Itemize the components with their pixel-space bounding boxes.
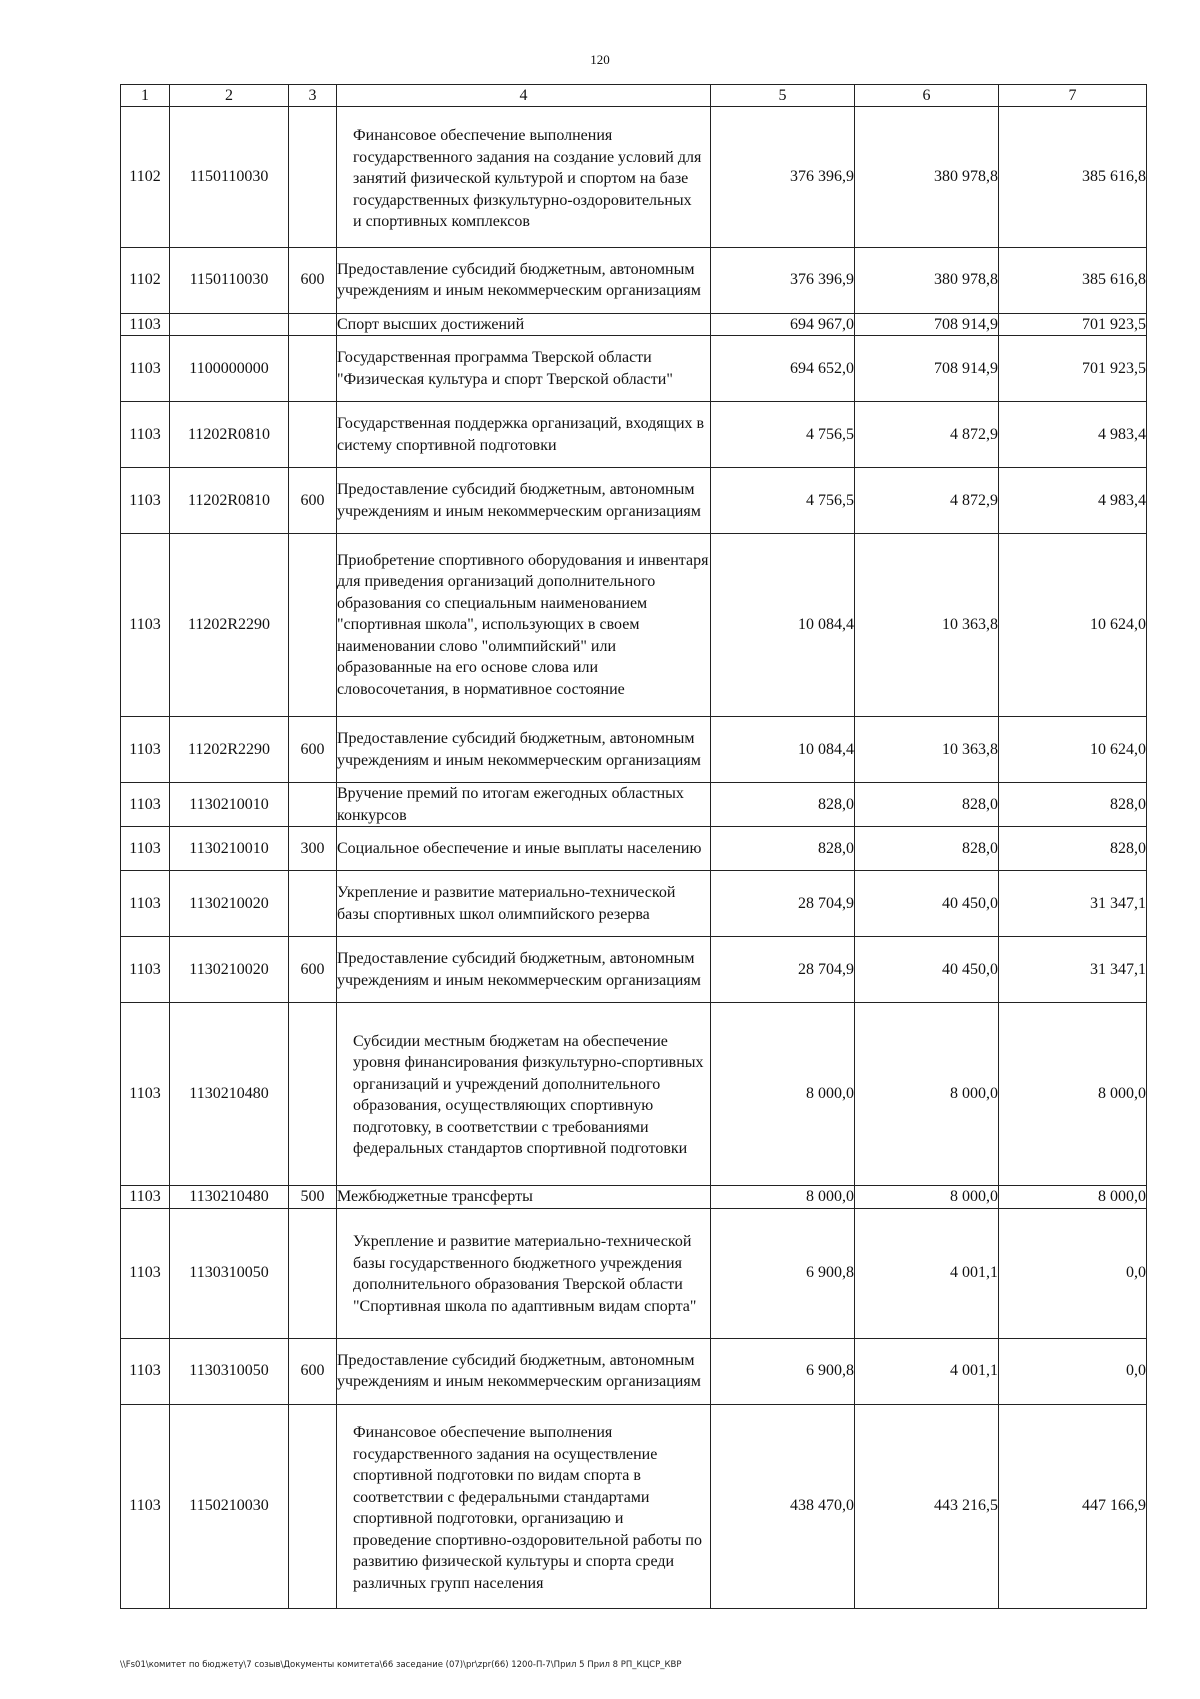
amount-col6-cell: 708 914,9 — [855, 313, 999, 336]
amount-col7-cell: 447 166,9 — [999, 1404, 1147, 1608]
amount-col5-cell: 828,0 — [711, 827, 855, 871]
section-cell: 1103 — [121, 336, 170, 402]
amount-col6-cell: 4 872,9 — [855, 468, 999, 534]
amount-col5-cell: 4 756,5 — [711, 468, 855, 534]
table-row — [121, 534, 1147, 717]
description-cell: Финансовое обеспечение выполнения государственного задания на осуществление спортивной подготовки по видам спорта в соответствии с федеральными стандартами спортивной подготовки, организацию и проведение спортивно-оздоровительной работы по развитию физической культуры и спорта среди различных групп населения — [337, 1404, 711, 1608]
amount-col6-cell: 828,0 — [855, 827, 999, 871]
amount-col6-cell: 443 216,5 — [855, 1404, 999, 1608]
section-cell: 1103 — [121, 1338, 170, 1404]
column-header: 5 — [711, 85, 855, 107]
table-row — [121, 783, 1147, 827]
code-cell: 1130210020 — [170, 937, 289, 1003]
description-cell: Финансовое обеспечение выполнения государственного задания на создание условий для занятий физической культурой и спортом на базе государственных физкультурно-оздоровительных и спортивных комплексов — [337, 107, 711, 248]
amount-col5-cell: 6 900,8 — [711, 1338, 855, 1404]
section-cell: 1103 — [121, 1404, 170, 1608]
code-cell — [170, 313, 289, 336]
amount-col5-cell: 28 704,9 — [711, 937, 855, 1003]
table-row — [121, 247, 1147, 313]
table-row — [121, 1404, 1147, 1608]
amount-col6-cell: 380 978,8 — [855, 107, 999, 248]
amount-col6-cell: 4 001,1 — [855, 1338, 999, 1404]
code-cell: 1130210480 — [170, 1003, 289, 1186]
amount-col6-cell: 380 978,8 — [855, 247, 999, 313]
table-row — [121, 827, 1147, 871]
code-cell: 1130310050 — [170, 1208, 289, 1338]
section-cell: 1103 — [121, 717, 170, 783]
description-cell: Укрепление и развитие материально-технической базы государственного бюджетного учреждения дополнительного образования Тверской области "Спортивная школа по адаптивным видам спорта" — [337, 1208, 711, 1338]
section-cell: 1102 — [121, 247, 170, 313]
expense-type-cell — [289, 534, 337, 717]
amount-col6-cell: 828,0 — [855, 783, 999, 827]
expense-type-cell — [289, 402, 337, 468]
table-row — [121, 717, 1147, 783]
amount-col7-cell: 0,0 — [999, 1208, 1147, 1338]
section-cell: 1103 — [121, 402, 170, 468]
amount-col7-cell: 4 983,4 — [999, 468, 1147, 534]
description-cell: Укрепление и развитие материально-технической базы спортивных школ олимпийского резерва — [337, 871, 711, 937]
column-header: 4 — [337, 85, 711, 107]
table-row — [121, 468, 1147, 534]
section-cell: 1102 — [121, 107, 170, 248]
code-cell: 11202R2290 — [170, 717, 289, 783]
section-cell: 1103 — [121, 871, 170, 937]
amount-col7-cell: 701 923,5 — [999, 313, 1147, 336]
code-cell: 1150210030 — [170, 1404, 289, 1608]
description-cell: Предоставление субсидий бюджетным, автономным учреждениям и иным некоммерческим организациям — [337, 468, 711, 534]
column-header: 2 — [170, 85, 289, 107]
table-row — [121, 871, 1147, 937]
expense-type-cell: 600 — [289, 1338, 337, 1404]
section-cell: 1103 — [121, 783, 170, 827]
description-cell: Предоставление субсидий бюджетным, автономным учреждениям и иным некоммерческим организациям — [337, 717, 711, 783]
expense-type-cell — [289, 871, 337, 937]
code-cell: 1130210010 — [170, 783, 289, 827]
section-cell: 1103 — [121, 827, 170, 871]
section-cell: 1103 — [121, 937, 170, 1003]
amount-col6-cell: 4 001,1 — [855, 1208, 999, 1338]
amount-col5-cell: 694 652,0 — [711, 336, 855, 402]
header-row — [121, 85, 1147, 107]
amount-col7-cell: 10 624,0 — [999, 534, 1147, 717]
code-cell: 1130310050 — [170, 1338, 289, 1404]
code-cell: 1100000000 — [170, 336, 289, 402]
amount-col7-cell: 4 983,4 — [999, 402, 1147, 468]
section-cell: 1103 — [121, 313, 170, 336]
table-row — [121, 937, 1147, 1003]
code-cell: 11202R2290 — [170, 534, 289, 717]
description-cell: Предоставление субсидий бюджетным, автономным учреждениям и иным некоммерческим организациям — [337, 1338, 711, 1404]
code-cell: 1130210480 — [170, 1186, 289, 1209]
section-cell: 1103 — [121, 1003, 170, 1186]
amount-col5-cell: 28 704,9 — [711, 871, 855, 937]
amount-col6-cell: 708 914,9 — [855, 336, 999, 402]
amount-col5-cell: 4 756,5 — [711, 402, 855, 468]
table-row — [121, 1186, 1147, 1209]
expense-type-cell — [289, 313, 337, 336]
amount-col7-cell: 31 347,1 — [999, 871, 1147, 937]
amount-col7-cell: 701 923,5 — [999, 336, 1147, 402]
table-row — [121, 313, 1147, 336]
amount-col7-cell: 385 616,8 — [999, 107, 1147, 248]
expense-type-cell — [289, 783, 337, 827]
amount-col6-cell: 4 872,9 — [855, 402, 999, 468]
expense-type-cell — [289, 1003, 337, 1186]
amount-col6-cell: 8 000,0 — [855, 1003, 999, 1186]
page-number: 120 — [590, 52, 610, 67]
description-cell: Приобретение спортивного оборудования и инвентаря для приведения организаций дополнительного образования со специальным наименованием "спортивная школа", использующих в своем наименовании слово "олимпийский" или образованные на его основе слова или словосочетания, в нормативное состояние — [337, 534, 711, 717]
amount-col7-cell: 8 000,0 — [999, 1003, 1147, 1186]
amount-col5-cell: 10 084,4 — [711, 534, 855, 717]
expense-type-cell — [289, 107, 337, 248]
amount-col6-cell: 8 000,0 — [855, 1186, 999, 1209]
amount-col5-cell: 8 000,0 — [711, 1186, 855, 1209]
amount-col7-cell: 828,0 — [999, 827, 1147, 871]
description-cell: Предоставление субсидий бюджетным, автономным учреждениям и иным некоммерческим организациям — [337, 247, 711, 313]
code-cell: 11202R0810 — [170, 468, 289, 534]
amount-col5-cell: 438 470,0 — [711, 1404, 855, 1608]
description-cell: Социальное обеспечение и иные выплаты населению — [337, 827, 711, 871]
section-cell: 1103 — [121, 1208, 170, 1338]
section-cell: 1103 — [121, 468, 170, 534]
amount-col5-cell: 10 084,4 — [711, 717, 855, 783]
expense-type-cell — [289, 336, 337, 402]
amount-col6-cell: 10 363,8 — [855, 717, 999, 783]
amount-col7-cell: 10 624,0 — [999, 717, 1147, 783]
amount-col6-cell: 40 450,0 — [855, 937, 999, 1003]
expense-type-cell: 600 — [289, 468, 337, 534]
table-row — [121, 336, 1147, 402]
expense-type-cell: 600 — [289, 247, 337, 313]
code-cell: 1150110030 — [170, 247, 289, 313]
amount-col7-cell: 8 000,0 — [999, 1186, 1147, 1209]
description-cell: Государственная программа Тверской области "Физическая культура и спорт Тверской области" — [337, 336, 711, 402]
description-cell: Предоставление субсидий бюджетным, автономным учреждениям и иным некоммерческим организациям — [337, 937, 711, 1003]
column-header: 1 — [121, 85, 170, 107]
table-row — [121, 107, 1147, 248]
code-cell: 1130210010 — [170, 827, 289, 871]
amount-col6-cell: 40 450,0 — [855, 871, 999, 937]
description-cell: Межбюджетные трансферты — [337, 1186, 711, 1209]
budget-table — [120, 84, 1147, 1609]
footer-file-path: \\Fs01\комитет по бюджету\7 созыв\Документы комитета\66 заседание (07)\pr\zpr(66) 1200-П-7\Прил 5 Прил 8 РП_КЦСР_КВР — [120, 1660, 682, 1670]
table-row — [121, 1338, 1147, 1404]
amount-col7-cell: 828,0 — [999, 783, 1147, 827]
amount-col5-cell: 376 396,9 — [711, 247, 855, 313]
amount-col7-cell: 31 347,1 — [999, 937, 1147, 1003]
column-header: 3 — [289, 85, 337, 107]
code-cell: 11202R0810 — [170, 402, 289, 468]
description-cell: Вручение премий по итогам ежегодных областных конкурсов — [337, 783, 711, 827]
amount-col5-cell: 376 396,9 — [711, 107, 855, 248]
section-cell: 1103 — [121, 534, 170, 717]
description-cell: Государственная поддержка организаций, входящих в систему спортивной подготовки — [337, 402, 711, 468]
expense-type-cell: 600 — [289, 937, 337, 1003]
expense-type-cell: 300 — [289, 827, 337, 871]
table-row — [121, 1208, 1147, 1338]
section-cell: 1103 — [121, 1186, 170, 1209]
amount-col5-cell: 6 900,8 — [711, 1208, 855, 1338]
amount-col5-cell: 828,0 — [711, 783, 855, 827]
amount-col7-cell: 385 616,8 — [999, 247, 1147, 313]
expense-type-cell — [289, 1208, 337, 1338]
expense-type-cell — [289, 1404, 337, 1608]
description-cell: Спорт высших достижений — [337, 313, 711, 336]
amount-col7-cell: 0,0 — [999, 1338, 1147, 1404]
code-cell: 1130210020 — [170, 871, 289, 937]
column-header: 7 — [999, 85, 1147, 107]
expense-type-cell: 500 — [289, 1186, 337, 1209]
expense-type-cell: 600 — [289, 717, 337, 783]
table-row — [121, 1003, 1147, 1186]
column-header: 6 — [855, 85, 999, 107]
code-cell: 1150110030 — [170, 107, 289, 248]
description-cell: Субсидии местным бюджетам на обеспечение уровня финансирования физкультурно-спортивных организаций и учреждений дополнительного образования, осуществляющих спортивную подготовку, в соответствии с требованиями федеральных стандартов спортивной подготовки — [337, 1003, 711, 1186]
amount-col5-cell: 694 967,0 — [711, 313, 855, 336]
table-row — [121, 402, 1147, 468]
amount-col6-cell: 10 363,8 — [855, 534, 999, 717]
amount-col5-cell: 8 000,0 — [711, 1003, 855, 1186]
